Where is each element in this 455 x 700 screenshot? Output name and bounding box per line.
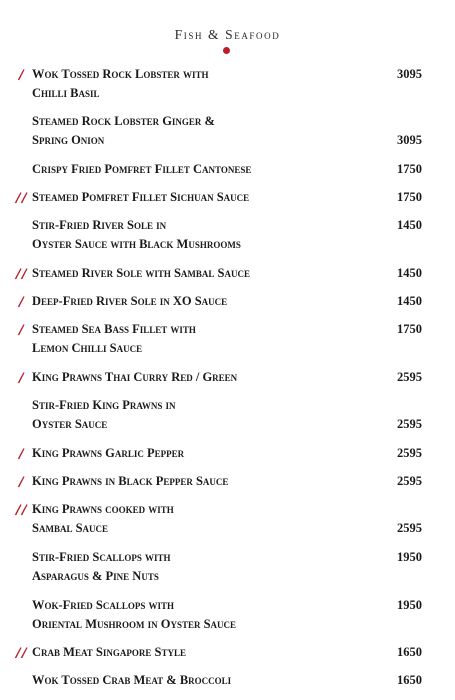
double-chilli-icon [14,646,34,659]
dish-price: 2595 [397,370,422,384]
dish-price: 3095 [397,133,422,147]
dish-name-line: Wok-Fried Scallops with [32,598,175,612]
dish-name [32,500,372,538]
dish-name-line: King Prawns Thai Curry Red / Green [32,370,238,384]
dish-name-line: Crispy Fried Pomfret Fillet Cantonese [32,162,252,176]
dish-name [32,292,372,311]
dish-name-line: King Prawns cooked with [32,502,174,516]
dish-name-line: Spring Onion [32,133,105,147]
dish-name-line: Stir-Fried Scallops with [32,550,171,564]
dish-name-line: King Prawns in Black Pepper Sauce [32,474,229,488]
dish-price: 2595 [397,474,422,488]
dish-name [32,320,372,358]
dish-name [32,396,372,434]
dish-name-line: Wok Tossed Crab Meat & Broccoli [32,673,232,687]
dish-name-line: Steamed Pomfret Fillet Sichuan Sauce [32,190,250,204]
dish-name-line: Sambal Sauce [32,521,109,535]
dish-price: 1450 [397,294,422,308]
chilli-icon [14,323,34,336]
dish-name [32,65,372,103]
dish-price: 1750 [397,322,422,336]
dish-name [32,368,372,387]
chilli-icon [14,68,34,81]
dish-name [32,112,372,150]
double-chilli-icon [14,191,34,204]
section-title: Fish & Seafood [174,27,281,42]
dish-name [32,472,372,491]
dish-name [32,216,372,254]
dish-price: 1950 [397,550,422,564]
dish-name-line: Oyster Sauce [32,417,108,431]
dish-price: 1950 [397,598,422,612]
chilli-icon [14,475,34,488]
dish-name [32,444,372,463]
dish-price: 1450 [397,266,422,280]
dish-price: 1450 [397,218,422,232]
dish-name-line: Lemon Chilli Sauce [32,341,143,355]
dish-name-line: Oyster Sauce with Black Mushrooms [32,237,241,251]
dish-name-line: Crab Meat Singapore Style [32,645,186,659]
double-chilli-icon [14,503,34,516]
double-chilli-icon [14,267,34,280]
dish-name-line: Asparagus & Pine Nuts [32,569,159,583]
dish-price: 1750 [397,162,422,176]
dish-name-line: Stir-Fried River Sole in [32,218,167,232]
dish-price: 1650 [397,645,422,659]
dish-name [32,160,372,179]
dish-name [32,671,372,690]
chilli-icon [14,371,34,384]
dish-name-line: Stir-Fried King Prawns in [32,398,176,412]
dish-name-line: Steamed River Sole with Sambal Sauce [32,266,250,280]
dish-price: 3095 [397,67,422,81]
dish-name [32,643,372,662]
dish-name-line: King Prawns Garlic Pepper [32,446,185,460]
dish-name-line: Steamed Sea Bass Fillet with [32,322,196,336]
dish-name [32,188,372,207]
dish-name-line: Steamed Rock Lobster Ginger & [32,114,215,128]
dish-name-line: Chilli Basil [32,86,100,100]
dish-name [32,264,372,283]
dish-name [32,596,372,634]
dish-name-line: Oriental Mushroom in Oyster Sauce [32,617,237,631]
dish-price: 2595 [397,417,422,431]
dish-name [32,548,372,586]
dish-name-line: Deep-Fried River Sole in XO Sauce [32,294,228,308]
chilli-icon [14,447,34,460]
dish-price: 2595 [397,521,422,535]
dish-price: 1750 [397,190,422,204]
chilli-icon [14,295,34,308]
dish-name-line: Wok Tossed Rock Lobster with [32,67,209,81]
dish-price: 2595 [397,446,422,460]
dish-price: 1650 [397,673,422,687]
